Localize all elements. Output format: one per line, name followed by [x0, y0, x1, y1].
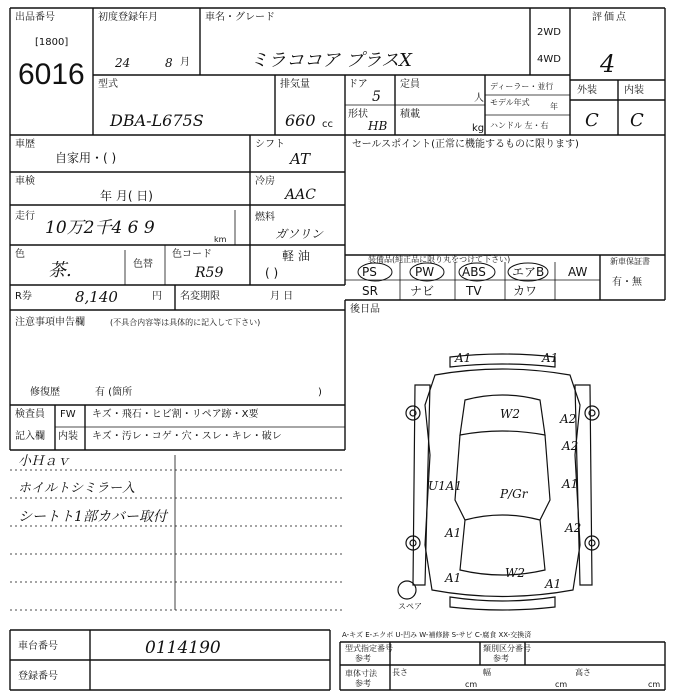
- damage-mark: A1: [562, 477, 579, 491]
- damage-mark: A2: [560, 412, 577, 426]
- drive-4wd: 4WD: [537, 54, 561, 65]
- equip-navi: ナビ: [410, 284, 435, 298]
- door-label: ドア: [348, 79, 368, 90]
- grade-value: 4: [600, 50, 616, 78]
- equip-pw: PW: [415, 265, 435, 279]
- model-year-label: モデル年式: [490, 98, 530, 107]
- recycle-label: R券: [15, 291, 32, 302]
- equip-tv: TV: [466, 284, 482, 298]
- dealer-label: ディーラー・並行: [490, 82, 554, 91]
- model-type-label: 型式指定番号: [345, 644, 393, 653]
- first-registration-unit: 月: [180, 57, 190, 68]
- damage-mark: P/Gr: [500, 487, 528, 501]
- selling-point-label: セールスポイント(正常に機能するものに限ります): [352, 139, 579, 150]
- first-registration-month: 8: [165, 56, 173, 70]
- inspection-value: 年 月( 日): [100, 189, 153, 203]
- damage-mark: A2: [565, 521, 582, 535]
- equipment-label: 装備品(純正品に限り丸をつけて下さい): [368, 255, 511, 264]
- load-label: 積載: [400, 109, 420, 120]
- fw-text: キズ・飛石・ヒビ割・リペア跡・X要: [92, 409, 259, 420]
- repair-label: 修復歴: [30, 387, 60, 398]
- damage-mark: U1A1: [428, 479, 463, 493]
- equip-ps: PS: [362, 265, 377, 279]
- equip-aw: AW: [568, 265, 588, 279]
- chassis-value: 0114190: [145, 638, 221, 658]
- year-unit: 年: [550, 102, 558, 111]
- height-unit: cm: [648, 680, 661, 689]
- damage-mark: W2: [500, 407, 520, 421]
- grade-label: 評価点: [592, 12, 628, 23]
- repair-close: ): [318, 387, 322, 398]
- color-label: 色: [15, 249, 25, 260]
- damage-mark: A1: [445, 571, 462, 585]
- equip-sr: SR: [362, 284, 378, 298]
- inspector-interior-text: キズ・汚レ・コゲ・穴・スレ・キレ・破レ: [92, 431, 282, 442]
- aircon-value: AAC: [285, 187, 316, 203]
- chassis-label: 車台番号: [18, 641, 58, 652]
- shift-value: AT: [290, 150, 311, 168]
- name-change-value: 月 日: [270, 291, 294, 302]
- caution-note: (不具合内容等は具体的に記入して下さい): [110, 318, 261, 327]
- fuel-label: 燃料: [255, 212, 275, 223]
- width-label: 幅: [483, 668, 491, 677]
- damage-mark: A1: [455, 351, 472, 365]
- displacement-unit: cc: [322, 119, 333, 130]
- shape-label: 形状: [348, 109, 368, 120]
- caution-label: 注意事項申告欄: [15, 317, 85, 328]
- fuel-paren: ( ): [265, 266, 279, 280]
- height-label: 高さ: [575, 668, 591, 677]
- exterior-value: C: [585, 110, 599, 131]
- first-registration-label: 初度登録年月: [98, 12, 158, 23]
- lot-label: 出品番号: [15, 12, 55, 23]
- fuel-value: ガソリン: [275, 227, 324, 241]
- handwritten-note-1: 小Ｈａｖ: [18, 454, 71, 469]
- length-label: 長さ: [392, 668, 408, 677]
- color-value: 茶.: [48, 260, 72, 281]
- equip-abs: ABS: [462, 265, 486, 279]
- lot-number: 6016: [18, 58, 85, 91]
- door-value: 5: [372, 89, 381, 105]
- lot-prefix: [1800]: [35, 37, 69, 48]
- color-code-value: R59: [195, 265, 224, 281]
- shift-label: シフト: [255, 139, 285, 150]
- damage-mark: A2: [562, 439, 579, 453]
- ref-label-2: 参考: [493, 654, 509, 663]
- capacity-label: 定員: [400, 79, 420, 90]
- type-value: DBA-L675S: [110, 111, 204, 130]
- type-label: 型式: [98, 79, 118, 90]
- handwritten-note-2: ホイルトシミラー入: [18, 481, 136, 496]
- capacity-unit: 人: [474, 93, 484, 104]
- exterior-label: 外装: [577, 85, 597, 96]
- displacement-value: 660: [285, 111, 316, 130]
- damage-mark: A1: [445, 526, 462, 540]
- interior-label: 内装: [624, 85, 644, 96]
- ref-label-3: 参考: [355, 679, 371, 688]
- damage-mark: W2: [505, 566, 525, 580]
- history-value: 自家用・( ): [55, 151, 117, 165]
- fuel-alt: 軽 油: [282, 249, 310, 263]
- recycle-unit: 円: [152, 291, 162, 302]
- color-change-label: 色替: [133, 259, 153, 270]
- handle-label: ハンドル 左・右: [490, 121, 549, 130]
- shape-value: HB: [368, 119, 388, 133]
- repair-value: 有 (箇所: [95, 387, 133, 398]
- rear-seat-label: 後日品: [350, 304, 380, 315]
- width-unit: cm: [555, 680, 568, 689]
- model-name-label: 車名・グレード: [205, 12, 275, 23]
- equip-leather: カワ: [513, 284, 538, 298]
- inspection-label: 車検: [15, 176, 35, 187]
- color-code-label: 色コード: [172, 249, 212, 260]
- length-unit: cm: [465, 680, 478, 689]
- history-label: 車歴: [15, 139, 35, 150]
- displacement-label: 排気量: [280, 79, 310, 90]
- damage-mark: A1: [545, 577, 562, 591]
- recycle-value: 8,140: [75, 288, 118, 306]
- class-label: 類別区分番号: [483, 644, 531, 653]
- ref-label-1: 参考: [355, 654, 371, 663]
- dim-label: 車体寸法: [345, 669, 377, 678]
- damage-mark: A1: [542, 351, 559, 365]
- load-unit: kg: [472, 123, 485, 134]
- inspector-interior-label: 内装: [58, 431, 78, 442]
- reg-label: 登録番号: [18, 671, 58, 682]
- inspector-label-1: 検査員: [15, 409, 45, 420]
- interior-value: C: [630, 110, 644, 131]
- mileage-unit: km: [214, 235, 227, 244]
- model-name: ミラココア プラスX: [250, 50, 412, 71]
- inspector-label-2: 記入欄: [15, 431, 45, 442]
- warranty-label: 新車保証書: [610, 257, 650, 266]
- mileage-label: 走行: [15, 211, 35, 222]
- first-registration-year: 24: [115, 56, 131, 70]
- mileage-value: 10万2千4 6 9: [45, 218, 155, 238]
- aircon-label: 冷房: [255, 176, 275, 187]
- equip-airbag: エアB: [512, 265, 545, 279]
- fw-label: FW: [60, 409, 76, 420]
- warranty-value: 有・無: [612, 277, 642, 288]
- spare-label: スペア: [398, 602, 422, 611]
- handwritten-note-3: シートト1部カバー取付: [18, 509, 167, 525]
- damage-legend: A-キズ E-エクボ U-凹み W-補修跡 S-サビ C-腐食 XX-交換済: [342, 631, 532, 639]
- name-change-label: 名変期限: [180, 291, 220, 302]
- drive-2wd: 2WD: [537, 27, 561, 38]
